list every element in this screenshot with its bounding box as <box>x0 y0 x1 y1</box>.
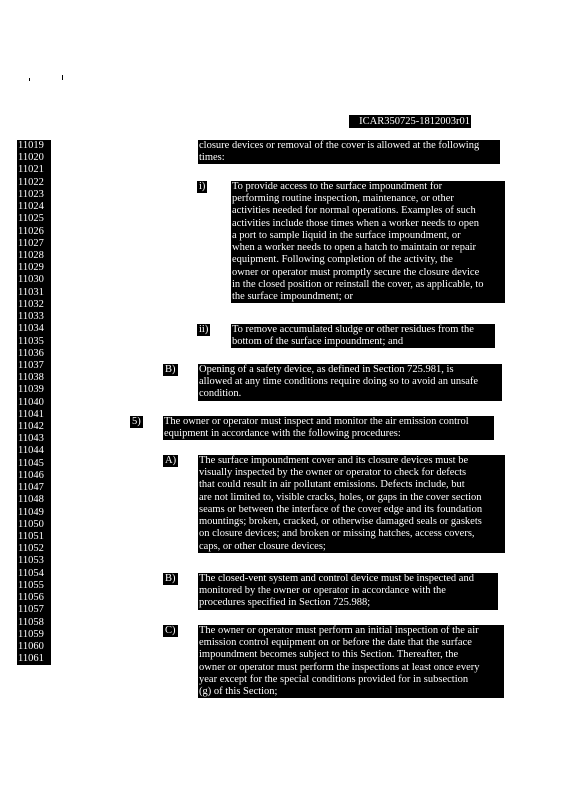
text-line: on closure devices; and broken or missing hatches, access covers, <box>199 528 475 540</box>
line-number: 11034 <box>17 323 51 335</box>
item-label-B: B) <box>165 364 176 375</box>
text-line: The surface impoundment cover and its closure devices must be <box>199 455 469 466</box>
text-line: caps, or other closure devices; <box>199 540 326 552</box>
text-line: activities include those times when a worker needs to open <box>232 217 479 229</box>
text-line: the surface impoundment; or <box>232 290 354 302</box>
line-number: 11025 <box>17 213 51 225</box>
item-A-text <box>198 455 505 553</box>
line-number: 11059 <box>17 629 51 641</box>
line-number: 11050 <box>17 519 51 531</box>
text-line: The owner or operator must perform an initial inspection of the air <box>199 625 479 636</box>
line-number: 11031 <box>17 287 51 299</box>
text-line: To provide access to the surface impoundment for <box>232 181 443 192</box>
line-number: 11039 <box>17 384 51 396</box>
document-header: ICAR350725-1812003r01 <box>349 115 471 128</box>
line-number: 11023 <box>17 189 51 201</box>
text-line: in the closed position or reinstall the cover, as applicable, to <box>232 278 484 290</box>
paragraph-continuation <box>198 140 500 164</box>
text-line: a port to sample liquid in the surface impoundment, or <box>232 229 461 241</box>
text-line: year except for the special conditions provided for in subsection <box>199 673 469 685</box>
item-i-text <box>231 181 505 303</box>
text-line: (g) of this Section; <box>199 686 278 698</box>
line-number: 11049 <box>17 507 51 519</box>
line-number: 11020 <box>17 152 51 164</box>
line-number: 11051 <box>17 531 51 543</box>
line-number: 11055 <box>17 580 51 592</box>
text-line: times: <box>199 152 225 164</box>
line-number: 11041 <box>17 409 51 421</box>
item-label-5: 5) <box>132 416 141 427</box>
line-number: 11033 <box>17 311 51 323</box>
item-B2-text <box>198 573 498 610</box>
scan-specks <box>0 0 566 100</box>
text-line: seams or between the interface of the cover edge and its foundation <box>199 503 483 515</box>
line-number: 11045 <box>17 458 51 470</box>
text-line: The owner or operator must inspect and monitor the air emission control <box>164 416 469 427</box>
text-line: when a worker needs to open a hatch to maintain or repair <box>232 242 477 254</box>
item-5-text <box>163 416 494 440</box>
line-number: 11028 <box>17 250 51 262</box>
line-number: 11047 <box>17 482 51 494</box>
line-number: 11030 <box>17 274 51 286</box>
item-label-ii: ii) <box>199 324 209 335</box>
item-C-text <box>198 625 504 698</box>
line-number: 11036 <box>17 348 51 360</box>
item-label-C: C) <box>165 625 176 636</box>
line-number: 11060 <box>17 641 51 653</box>
text-line: owner or operator must perform the inspections at least once every <box>199 661 480 673</box>
line-number: 11046 <box>17 470 51 482</box>
line-number: 11042 <box>17 421 51 433</box>
line-number: 11043 <box>17 433 51 445</box>
line-number: 11027 <box>17 238 51 250</box>
text-line: monitored by the owner or operator in accordance with the <box>199 585 446 597</box>
line-number: 11048 <box>17 494 51 506</box>
line-number-column <box>17 140 51 665</box>
line-number: 11029 <box>17 262 51 274</box>
item-label-i: i) <box>199 181 206 192</box>
line-number: 11044 <box>17 445 51 457</box>
text-line: are not limited to, visible cracks, holes, or gaps in the cover section <box>199 491 482 503</box>
line-number: 11037 <box>17 360 51 372</box>
text-line: allowed at any time conditions require doing so to avoid an unsafe <box>199 376 479 388</box>
text-line: condition. <box>199 388 242 400</box>
text-line: visually inspected by the owner or operator to check for defects <box>199 467 467 479</box>
line-number: 11024 <box>17 201 51 213</box>
item-label-B2: B) <box>165 573 176 584</box>
text-line: performing routine inspection, maintenance, or other <box>232 193 454 205</box>
text-line: bottom of the surface impoundment; and <box>232 336 404 348</box>
item-B-text <box>198 364 502 401</box>
line-number: 11052 <box>17 543 51 555</box>
line-number: 11057 <box>17 604 51 616</box>
line-number: 11040 <box>17 397 51 409</box>
text-line: closure devices or removal of the cover is allowed at the following <box>199 140 480 151</box>
line-number: 11038 <box>17 372 51 384</box>
line-number: 11035 <box>17 336 51 348</box>
text-line: emission control equipment on or before the date that the surface <box>199 637 472 649</box>
text-line: To remove accumulated sludge or other residues from the <box>232 324 474 335</box>
text-line: The closed-vent system and control device must be inspected and <box>199 573 474 584</box>
text-line: activities needed for normal operations. Examples of such <box>232 205 476 217</box>
line-number: 11019 <box>17 140 51 152</box>
line-number: 11026 <box>17 226 51 238</box>
text-line: impoundment becomes subject to this Section. Thereafter, the <box>199 649 459 661</box>
line-number: 11056 <box>17 592 51 604</box>
line-number: 11022 <box>17 177 51 189</box>
item-ii-text <box>231 324 495 348</box>
line-number: 11061 <box>17 653 51 665</box>
line-number: 11054 <box>17 568 51 580</box>
item-label-A: A) <box>165 455 177 466</box>
text-line: procedures specified in Section 725.988; <box>199 597 371 609</box>
line-number: 11032 <box>17 299 51 311</box>
text-line: owner or operator must promptly secure the closure device <box>232 266 480 278</box>
line-number: 11021 <box>17 164 51 176</box>
line-number: 11058 <box>17 617 51 629</box>
line-number: 11053 <box>17 555 51 567</box>
text-line: that could result in air pollutant emissions. Defects include, but <box>199 479 465 491</box>
text-line: equipment in accordance with the following procedures: <box>164 428 401 440</box>
text-line: Opening of a safety device, as defined in Section 725.981, is <box>199 364 454 375</box>
text-line: mountings; broken, cracked, or otherwise damaged seals or gaskets <box>199 516 482 528</box>
text-line: equipment. Following completion of the activity, the <box>232 254 453 266</box>
